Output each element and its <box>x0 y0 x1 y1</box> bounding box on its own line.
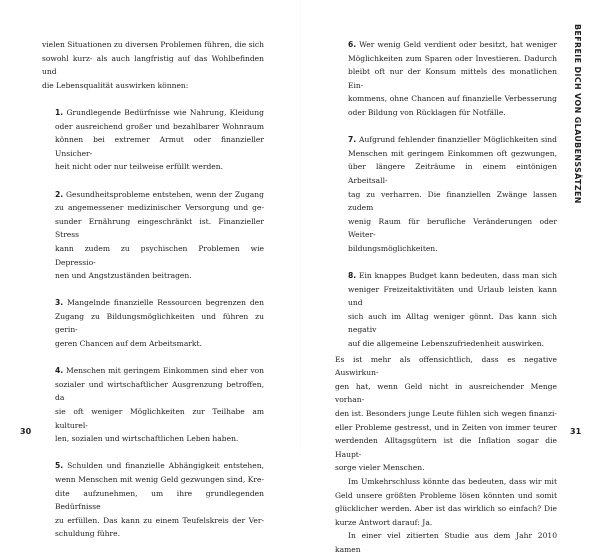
text-line: Geld unsere größten Probleme lösen könnten und somit <box>335 490 557 500</box>
page-number-right: 31 <box>570 427 582 436</box>
item-number: 1. <box>55 107 64 117</box>
item-number: 3. <box>55 298 64 308</box>
text-line: dite aufzunehmen, um ihre grundlegenden Bedürfnisse <box>55 488 264 512</box>
text-line: bildungsmöglichkeiten. <box>348 243 438 253</box>
text-line: wenn Menschen mit wenig Geld gezwungen sind, Kre- <box>55 475 264 484</box>
item-number: 6. <box>348 40 357 49</box>
intro-paragraph <box>42 38 264 92</box>
list-item <box>42 364 264 446</box>
list-item <box>42 296 264 350</box>
body-paragraph <box>335 529 557 556</box>
item-number: 2. <box>55 189 64 199</box>
text-line: eller Probleme gestresst, und in Zeiten von immer teurer <box>335 422 557 432</box>
text-line: die Lebensqualität auswirken können: <box>42 80 189 90</box>
text-line: zu erfüllen. Das kann zu einem Teufelskreis der Ver- <box>55 515 264 525</box>
text-line: den ist. Besonders junge Leute fühlen sich wegen finanzi- <box>335 409 557 419</box>
item-number: 4. <box>55 366 64 376</box>
text-line: werdenden Alltagsgütern ist die Inflation sogar die Haupt- <box>335 436 557 459</box>
text-line: Im Umkehrschluss könnte das bedeuten, dass wir mit <box>348 477 557 486</box>
text-line: heit nicht oder nur teilweise erfüllt werden. <box>55 162 224 172</box>
body-paragraph <box>335 353 557 475</box>
text-line: Grundlegende Bedürfnisse wie Nahrung, Kleidung <box>63 107 264 117</box>
text-line: Ein knappes Budget kann bedeuten, dass man sich <box>356 271 557 281</box>
text-line: len, sozialen und wirtschaftlichen Leben haben. <box>55 434 239 444</box>
text-line: sozialer und wirtschaftlicher Ausgrenzung betroffen, da <box>55 379 264 403</box>
list-item <box>42 106 264 174</box>
text-line: Menschen mit geringem Einkommen oft gezwungen, <box>348 148 557 158</box>
text-line: schuldung führe. <box>55 529 121 539</box>
body-paragraph <box>335 475 557 529</box>
text-line: oder ausreichend großer und bezahlbarer Wohnraum <box>55 121 264 131</box>
text-line: Mangelnde finanzielle Ressourcen begrenzen den <box>63 298 264 308</box>
left-page-text <box>42 38 264 555</box>
text-line: kann zudem zu psychischen Problemen wie Depressio- <box>55 243 264 267</box>
text-line: Es ist mehr als offensichtlich, dass es negative Auswirkun- <box>335 354 557 378</box>
text-line: zu angemessener medizinischer Versorgung und ge- <box>55 203 264 213</box>
text-line: glücklicher werden. Aber ist das wirklich so einfach? Die <box>335 504 557 514</box>
text-line: Möglichkeiten zum Sparen oder Investieren. Dadurch <box>348 53 557 63</box>
item-number: 8. <box>348 271 357 281</box>
text-line: können bei extremer Armut oder finanzieller Unsicher- <box>55 135 264 158</box>
list-item <box>42 188 264 283</box>
text-line: Menschen mit geringem Einkommen sind eher von <box>63 366 264 376</box>
text-line: über längere Zeiträume in einem eintönigen Arbeitsall- <box>348 162 557 185</box>
text-line: wenig Raum für berufliche Veränderungen oder Weiter- <box>348 216 557 240</box>
list-item <box>335 133 557 255</box>
text-line: Schulden und finanzielle Abhängigkeit entstehen, <box>63 461 264 471</box>
text-line: sie oft weniger Möglichkeiten zur Teilhabe am kulturel- <box>55 407 264 430</box>
text-line: kurze Antwort darauf: Ja. <box>335 517 433 527</box>
text-line: In einer viel zitierten Studie aus dem Jahr 2010 kamen <box>335 531 557 554</box>
text-line: Zugang zu Bildungsmöglichkeiten und führen zu gerin- <box>55 311 264 335</box>
list-item <box>42 459 264 541</box>
text-line: sich auch im Alltag weniger gönnt. Das kann sich negativ <box>348 311 557 335</box>
item-number: 5. <box>55 461 64 471</box>
running-head: BEFREIE DICH VON GLAUBENSSÄTZEN <box>573 24 582 204</box>
page-number-left: 30 <box>20 427 32 436</box>
text-line: oder Bildung von Rücklagen für Notfälle. <box>348 107 506 117</box>
text-line: Wer wenig Geld verdient oder besitzt, hat weniger <box>356 40 557 49</box>
text-line: bleibt oft nur der Konsum mittels des monatlichen Ein- <box>348 67 557 90</box>
text-line: nen und Angstzuständen beitragen. <box>55 271 192 281</box>
text-line: kommens, ohne Chancen auf finanzielle Verbesserung <box>348 94 557 104</box>
text-line: gen hat, wenn Geld nicht in ausreichender Menge vorhan- <box>335 381 557 405</box>
right-page-text <box>335 38 557 557</box>
text-line: Gesundheitsprobleme entstehen, wenn der Zugang <box>63 189 264 199</box>
item-number: 7. <box>348 135 357 145</box>
text-line: tag zu verharren. Die finanziellen Zwänge lassen zudem <box>348 189 557 213</box>
text-line: Aufgrund fehlender finanzieller Möglichkeiten sind <box>356 135 557 145</box>
text-line: auf die allgemeine Lebenszufriedenheit auswirken. <box>348 339 545 349</box>
list-item <box>335 269 557 351</box>
text-line: vielen Situationen zu diversen Problemen führen, die sich <box>42 40 264 49</box>
text-line: geren Chancen auf dem Arbeitsmarkt. <box>55 339 202 349</box>
text-line: sowohl kurz- als auch langfristig auf das Wohlbefinden und <box>42 53 264 77</box>
gutter <box>300 0 301 452</box>
text-line: weniger Freizeitaktivitäten und Urlaub leisten kann und <box>348 284 557 308</box>
text-line: sorge vieler Menschen. <box>335 463 425 473</box>
text-line: sunder Ernährung eingeschränkt ist. Finanzieller Stress <box>55 216 264 240</box>
list-item <box>335 38 557 120</box>
